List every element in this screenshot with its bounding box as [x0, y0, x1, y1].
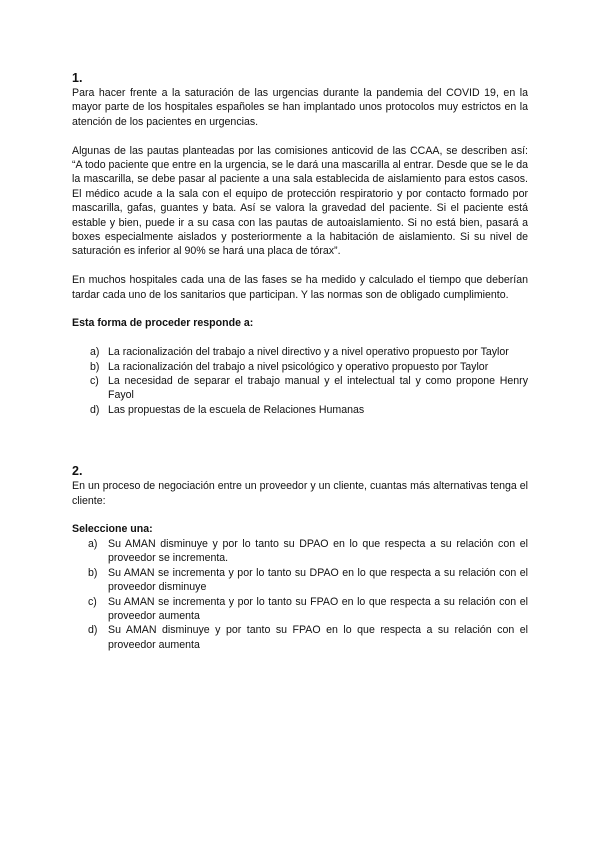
option-letter: b)	[88, 566, 98, 579]
answer-option-d[interactable]	[72, 623, 528, 652]
option-text: La racionalización del trabajo a nivel directivo y a nivel operativo propuesto por Taylor	[108, 346, 509, 359]
answer-option-b[interactable]	[72, 566, 528, 595]
option-letter: b)	[90, 360, 100, 373]
question-context-fases: En muchos hospitales cada una de las fases se ha medido y calculado el tiempo que deberían tardar cada uno de los sanitarios que participan. Y las normas son de obligado cumplimiento.	[72, 274, 528, 301]
answer-option-d[interactable]	[72, 403, 528, 417]
question-prompt: Seleccione una:	[72, 523, 153, 536]
question-2	[72, 463, 528, 652]
question-1	[72, 70, 528, 417]
question-number: 2.	[72, 464, 83, 479]
question-intro: Para hacer frente a la saturación de las urgencias durante la pandemia del COVID 19, en la mayor parte de los hospitales españoles se han implantado unos protocolos muy estrictos en la atención de los pacientes en urgencias.	[72, 87, 528, 128]
question-intro: En un proceso de negociación entre un proveedor y un cliente, cuantas más alternativas tenga el cliente:	[72, 480, 528, 507]
answer-option-a[interactable]	[72, 537, 528, 566]
question-number: 1.	[72, 71, 83, 85]
option-text: Su AMAN se incrementa y por lo tanto su DPAO en lo que respecta a su relación con el proveedor disminuye	[108, 566, 528, 594]
answer-options	[72, 345, 528, 417]
option-letter: a)	[88, 537, 98, 550]
option-letter: c)	[88, 595, 97, 608]
option-letter: d)	[90, 403, 100, 416]
question-context-pautas: Algunas de las pautas planteadas por las comisiones anticovid de las CCAA, se describen así: “A todo paciente que entre en la urgencia, se le dará una mascarilla al entrar. Desde que se le da la mascarilla, se debe pasar al paciente a una sala establecida de aislamiento para estos casos. El médico acude a la sala con el equipo de protección respiratorio y por contacto formado por mascarilla, gafas, guantes y bata. Así se valora la gravedad del paciente. Si el paciente está estable y bien, puede ir a su casa con las pautas de autoaislamiento. Si no está bien, pasará a boxes especialmente aislados y posteriormente a la habitación de aislamiento. Si su nivel de saturación es inferior al 90% se hará una placa de tórax”.	[72, 144, 528, 258]
answer-option-a[interactable]	[72, 345, 528, 359]
option-text: La racionalización del trabajo a nivel psicológico y operativo propuesto por Taylor	[108, 360, 489, 373]
answer-option-c[interactable]	[72, 374, 528, 403]
option-text: La necesidad de separar el trabajo manual y el intelectual tal y como propone Henry Fayol	[108, 375, 528, 402]
option-text: Su AMAN se incrementa y por lo tanto su FPAO en lo que respecta a su relación con el proveedor aumenta	[108, 595, 528, 622]
answer-options	[72, 537, 528, 652]
question-prompt: Esta forma de proceder responde a:	[72, 317, 254, 330]
document-page	[72, 70, 528, 652]
option-text: Las propuestas de la escuela de Relaciones Humanas	[108, 403, 365, 416]
answer-option-c[interactable]	[72, 595, 528, 624]
option-text: Su AMAN disminuye y por tanto su FPAO en lo que respecta a su relación con el proveedor aumenta	[108, 624, 528, 651]
answer-option-b[interactable]	[72, 360, 528, 374]
option-letter: c)	[90, 375, 99, 388]
option-text: Su AMAN disminuye y por lo tanto su DPAO en lo que respecta a su relación con el proveedor se incrementa.	[108, 537, 528, 565]
option-letter: a)	[90, 346, 100, 359]
option-letter: d)	[88, 624, 98, 637]
